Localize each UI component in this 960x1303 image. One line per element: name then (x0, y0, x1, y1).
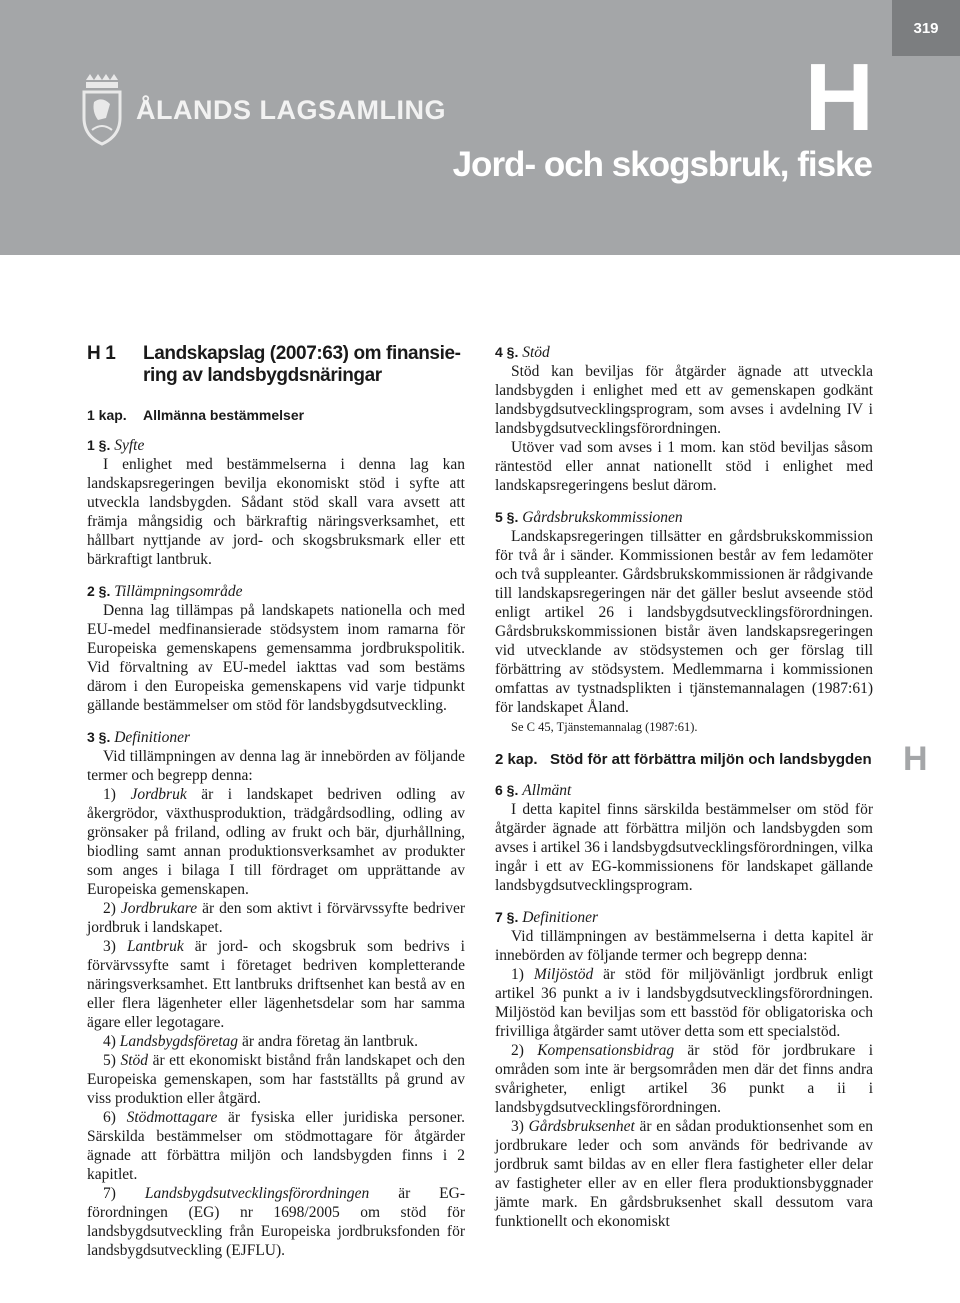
law-heading (87, 343, 465, 387)
definition-item: 1) Jordbruk är i landskapet bedriven odling av åkergrödor, växthusproduktion, trädgårdsodling, odling av grönsaker på friland, odling av frukt och bär, djurhållning, biodling samt annan produktionsverksamhet av produkter som anges i bilaga I till fördraget om upprättande av Europeiska gemenskapen. (87, 786, 465, 898)
section-text: Landskapsregeringen tillsätter en gårdsbrukskommission för två år i sänder. Kommissionen består av fem ledamöter och två suppleanter. Gårdsbrukskommissionen är rådgivande till landskapsregeringen när det gäller beslut avseende stöd enligt artikel 26 i landsbygdsutvecklingsförordningen. Gårdsbrukskommissionen bistår även landskapsregeringen vid utvecklande av stödsystemen och ger förslag till förbättring av stödsystem. Medlemmarna i kommissionen omfattas av tystnadsplikten i tjänstemannalagen (1987:61) för landskapet Åland. (495, 528, 873, 716)
right-column (495, 343, 873, 1231)
law-title: Landskapslag (2007:63) om finansie- ring av landsbygdsnäringar (143, 343, 461, 386)
section-text: Stöd kan beviljas för åtgärder ägnade att utveckla landsbygden i enlighet med ett av gemenskapen godkänt landsbygdsutvecklingsprogram, som avses i avdelning IV i landsbygdsutvecklingsförordningen. (495, 363, 873, 437)
definition-item: 3) Lantbruk är jord- och skogsbruk som bedrivs i förvärvssyfte samt i företaget bedriven kompletterande näringsverksamhet. Ett lantbruks driftsenhet kan bestå av en eller flera lägenheter eller lägenhetsdelar som har samma ägare eller legotagare. (87, 938, 465, 1031)
header-banner (0, 0, 960, 255)
chapter-heading: 2 kap. Stöd för att förbättra miljön och landsbygden (495, 751, 872, 768)
section-heading: 6 §. Allmänt (495, 782, 572, 799)
chapter-heading: 1 kap. Allmänna bestämmelser (87, 407, 305, 423)
logo (80, 74, 446, 146)
definition-item: 3) Gårdsbruksenhet är en sådan produktionsenhet som en jordbrukare leder och som används för bedrivande av jordbruk samt bildas av en eller flera fastigheter eller delar av fastigheter eller av en eller flera produktionsbyggnader jämte mark. En gårdsbruksenhet skall dessutom vara funktionellt och ekonomiskt (495, 1118, 873, 1230)
definition-item: 1) Miljöstöd är stöd för miljövänligt jordbruk enligt artikel 36 punkt a iv i landsbygdsutvecklingsförordningen. Miljöstöd kan beviljas som ett basstöd för obligatoriska och frivilliga åtgärder samt utöver detta som ett specialstöd. (495, 966, 873, 1040)
section-text: Vid tillämpningen av denna lag är innebörden av följande termer och begrepp denna: (87, 748, 465, 784)
definition-item: 4) Landsbygdsföretag är andra företag än lantbruk. (103, 1033, 418, 1050)
section-heading: 4 §. Stöd (495, 344, 550, 361)
section-text: Vid tillämpningen av bestämmelserna i detta kapitel är innebörden av följande termer och begrepp denna: (495, 928, 873, 964)
section-text: Utöver vad som avses i 1 mom. kan stöd beviljas såsom räntestöd eller annat nationellt stöd i enlighet med landskapsregeringens beslut därom. (495, 439, 873, 494)
section-text: I enlighet med bestämmelserna i denna lag kan landskapsregeringen bevilja ekonomiskt stöd i syfte att utveckla landsbygden. Sådant stöd skall vara avsett att främja mångsidig och bärkraftig näringsverksamhet, ett hållbart nyttjande av jord- och skogsbruksmark eller ett bärkraftigt lantbruk. (87, 456, 465, 568)
definition-item: 2) Kompensationsbidrag är stöd för jordbrukare i områden som inte är bergsområden men där det finns andra svårigheter, enligt artikel 36 punkt a ii i landsbygdsutvecklingsförordningen. (495, 1042, 873, 1116)
section-text: I detta kapitel finns särskilda bestämmelser om stöd för åtgärder ägnade att förbättra miljön och landsbygden som avses i artikel 36 i landsbygdsutvecklingsförordningen, vilka ingår i ett av EG-kommissionens för landskapet gällande landsbygdsutvecklingsprogram. (495, 801, 873, 894)
reference-note: Se C 45, Tjänstemannalag (1987:61). (511, 720, 698, 734)
section-heading: 5 §. Gårdsbrukskommissionen (495, 509, 683, 526)
section-letter: H (804, 44, 874, 151)
side-section-letter: H (903, 740, 928, 778)
left-column (87, 343, 465, 1260)
definition-item: 2) Jordbrukare är den som aktivt i förvärvssyfte bedriver jordbruk i landskapet. (87, 900, 465, 936)
section-heading: 3 §. Definitioner (87, 729, 191, 746)
section-heading: 2 §. Tillämpningsområde (87, 583, 243, 600)
section-heading: 1 §. Syfte (87, 437, 145, 454)
section-heading: 7 §. Definitioner (495, 909, 599, 926)
section-title: Jord- och skogsbruk, fiske (452, 145, 872, 184)
logo-text: ÅLANDS LAGSAMLING (136, 94, 446, 125)
section-text: Denna lag tillämpas på landskapets nationella och med EU-medel medfinansierade stödsystem inom ramarna för Europeiska gemenskapens gemensamma jordbrukspolitik. Vid förvaltning av EU-medel iakttas vad som bestäms därom i den Europeiska gemenskapens vid varje tidpunkt gällande bestämmelser om stöd för landsbygdsutveckling. (87, 602, 465, 714)
coat-of-arms-icon (80, 74, 124, 146)
page-number: 319 (892, 0, 960, 56)
law-code: H 1 (87, 343, 116, 364)
definition-item: 5) Stöd är ett ekonomiskt bistånd från landskapet och den Europeiska gemenskapen, som har fastställts på grund av viss produktion eller åtgärd. (87, 1052, 465, 1107)
definition-item: 6) Stödmottagare är fysiska eller juridiska personer. Särskilda bestämmelser om stödmottagare för åtgärder ägnade att förbättra miljön och landsbygden finns i 2 kapitlet. (87, 1109, 465, 1183)
definition-item: 7) Landsbygdsutvecklingsförordningen är EG-förordningen (EG) nr 1698/2005 om stöd för landsbygdsutveckling från Europeiska jordbruksfonden för landsbygdsutveckling (EJFLU). (87, 1185, 465, 1259)
